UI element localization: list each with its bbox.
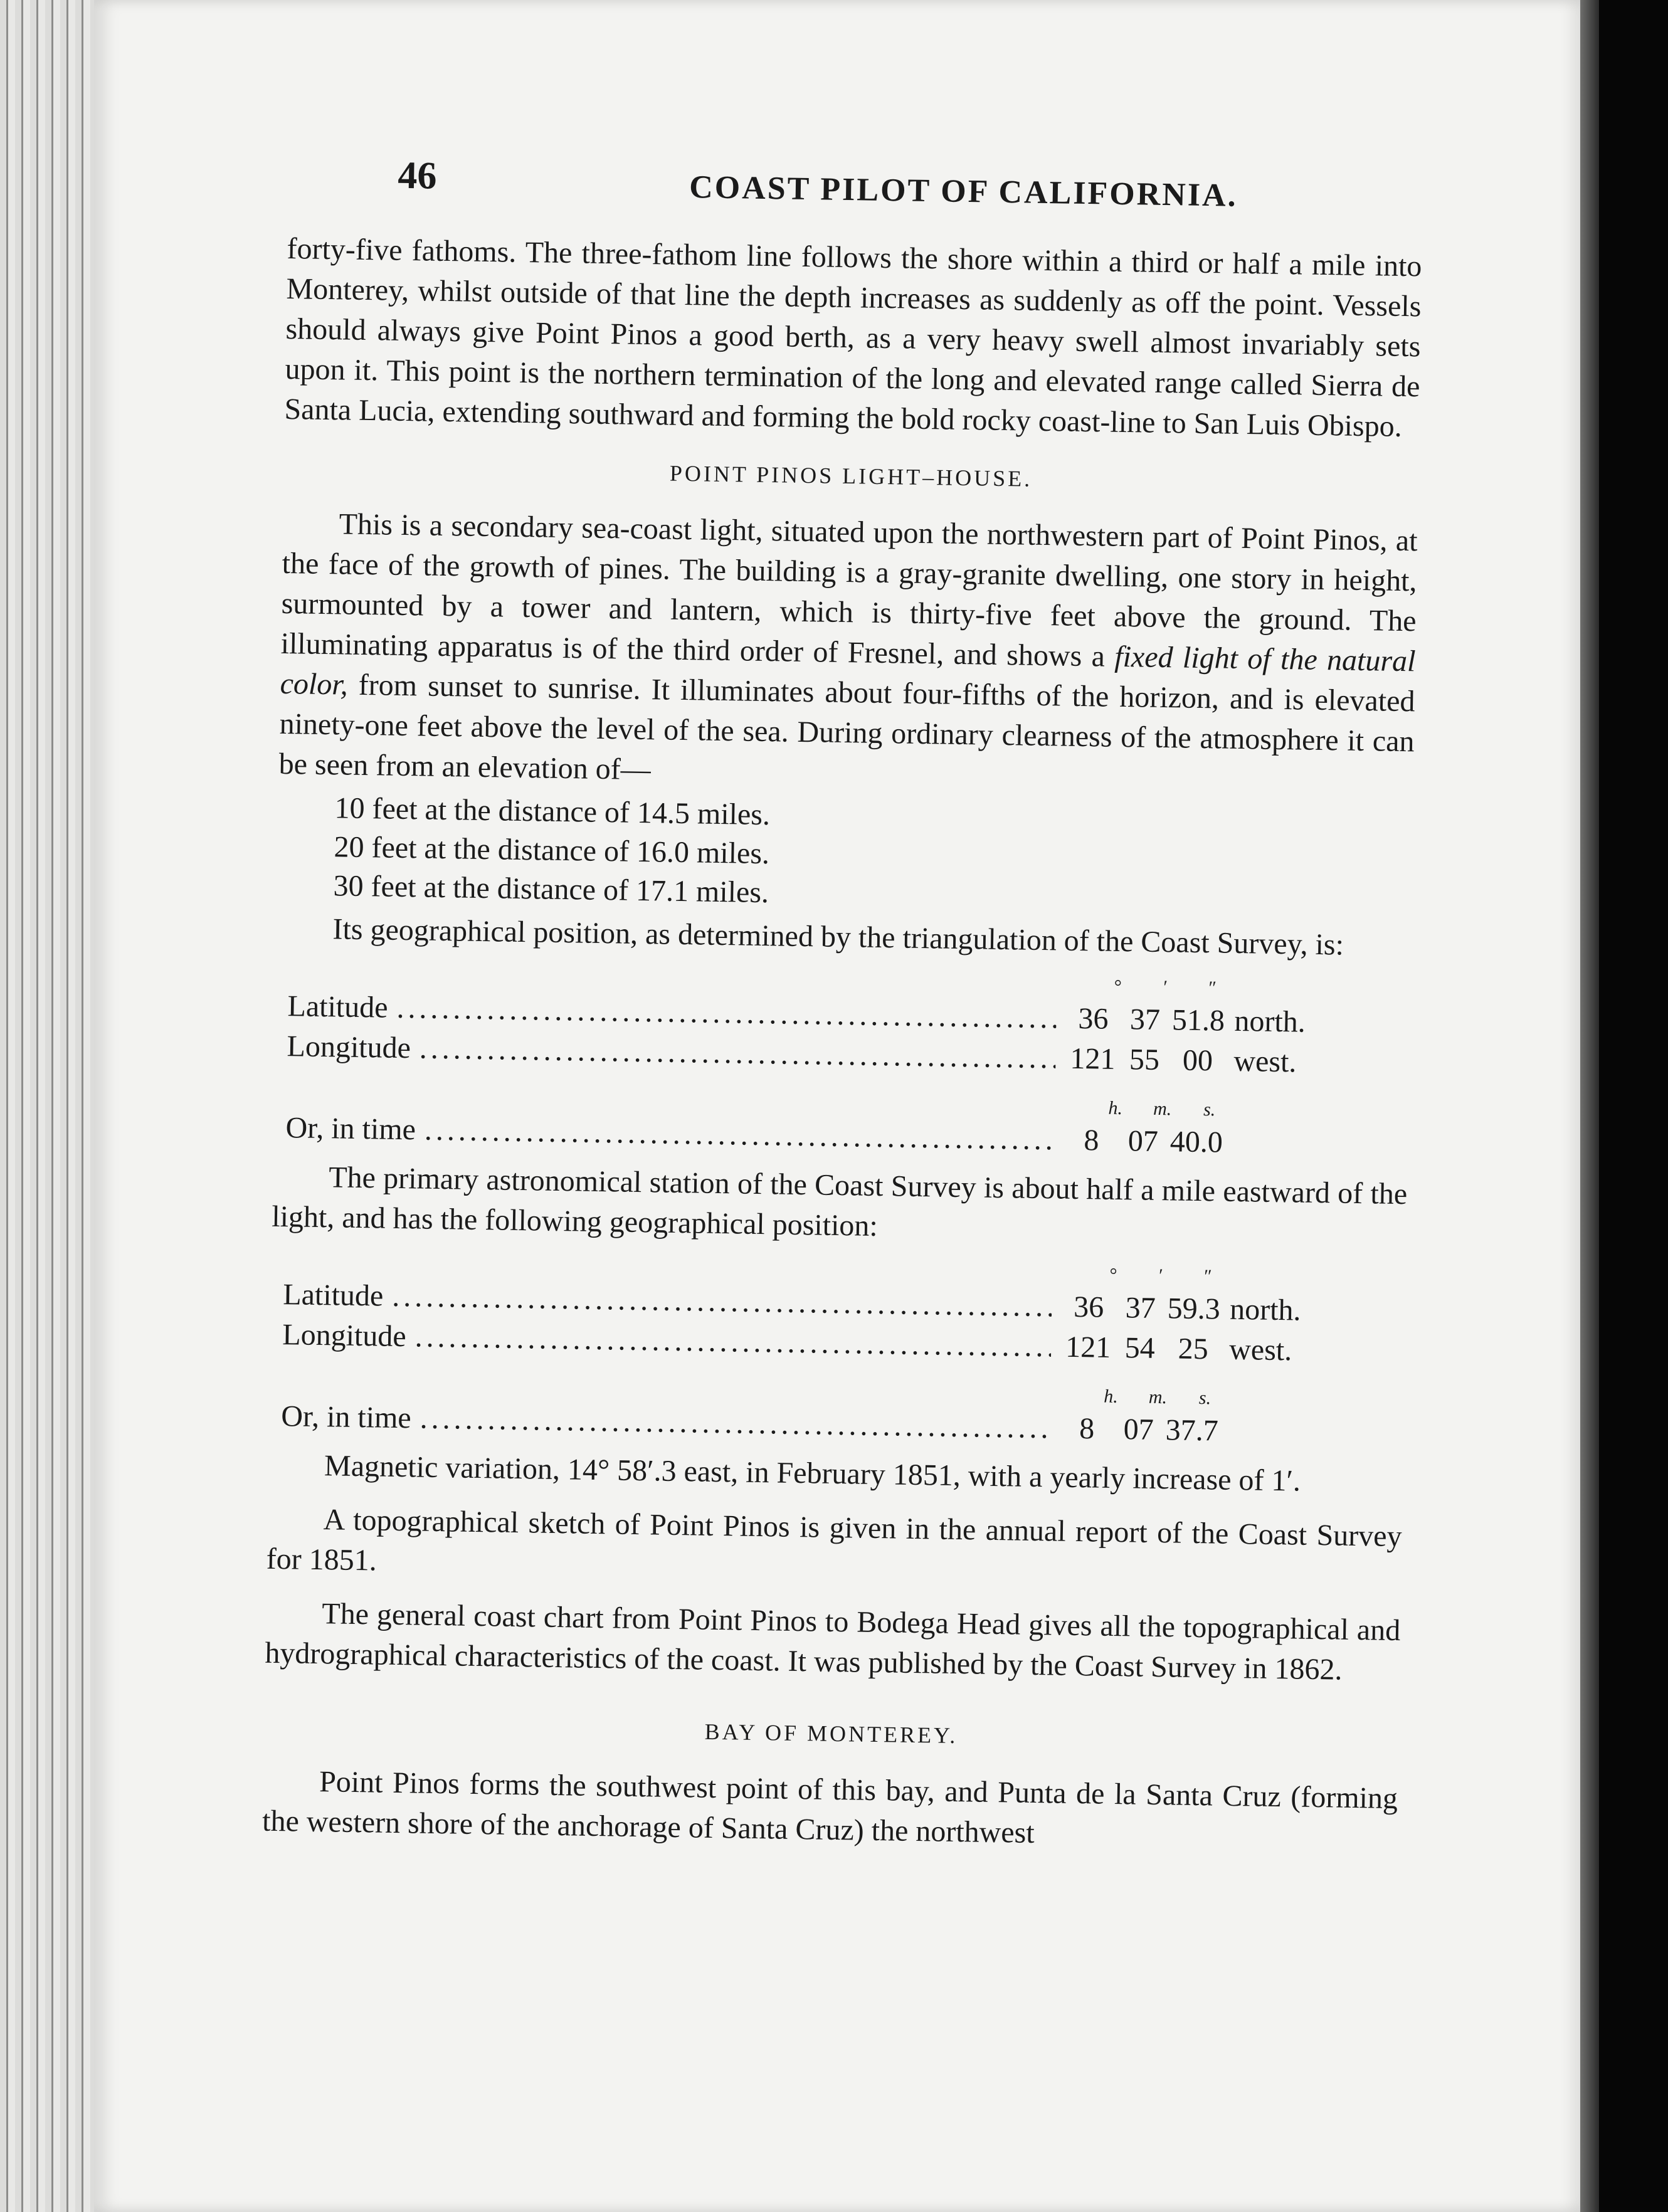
paragraph-astronomical-station: The primary astronomical station of the Coast Survey is about half a mile eastward of the light, and has the following geographical position: — [271, 1161, 1408, 1243]
sec-unit: s. — [1198, 1388, 1211, 1409]
second-unit: ″ — [1203, 1266, 1211, 1287]
section-heading-light-house: POINT PINOS LIGHT–HOUSE. — [669, 460, 1033, 492]
visibility-distances — [333, 789, 1413, 922]
degree-unit: ° — [1109, 1264, 1117, 1285]
sec-unit: s. — [1203, 1099, 1216, 1120]
page-number: 46 — [397, 154, 438, 198]
page-content — [262, 154, 1423, 1859]
paragraph-coast-chart: The general coast chart from Point Pinos to Bodega Head gives all the topographical and hydrographical characteristics of the coast. It was published by the Coast Survey in 1862. — [265, 1597, 1401, 1687]
latitude-direction: north. — [1229, 1292, 1301, 1327]
paragraph-bay-description: Point Pinos forms the southwest point of this bay, and Punta de la Santa Cruz (forming the western shore of the anchorage of Santa Cruz) the northwest — [261, 1765, 1398, 1850]
min-unit: m. — [1153, 1098, 1172, 1120]
position-table-light — [285, 961, 1329, 1164]
longitude-seconds: 00 — [1182, 1043, 1213, 1078]
latitude-minutes: 37 — [1125, 1291, 1156, 1325]
latitude-direction: north. — [1234, 1004, 1306, 1039]
latitude-seconds: 51.8 — [1171, 1003, 1225, 1038]
paragraph-magnetic-variation: Magnetic variation, 14° 58′.3 east, in February 1851, with a yearly increase of 1′. — [324, 1449, 1301, 1498]
min-unit: m. — [1148, 1386, 1168, 1408]
paragraph-topographical-sketch: A topographical sketch of Point Pinos is given in the annual report of the Coast Survey for 1851. — [266, 1503, 1402, 1577]
second-unit: ″ — [1207, 977, 1216, 999]
time-hours: 8 — [1079, 1412, 1095, 1446]
longitude-minutes: 55 — [1129, 1043, 1160, 1077]
minute-unit: ′ — [1162, 977, 1167, 998]
hour-unit: h. — [1104, 1386, 1119, 1408]
longitude-direction: west. — [1228, 1332, 1292, 1367]
longitude-seconds: 25 — [1178, 1332, 1209, 1366]
paragraph-position-intro: Its geographical position, as determined by the triangulation of the Coast Survey, is: — [332, 912, 1344, 962]
longitude-degrees: 121 — [1070, 1041, 1116, 1076]
running-head: COAST PILOT OF CALIFORNIA. — [689, 169, 1238, 214]
longitude-minutes: 54 — [1124, 1331, 1156, 1365]
latitude-minutes: 37 — [1129, 1003, 1161, 1036]
latitude-degrees: 36 — [1078, 1001, 1109, 1036]
degree-unit: ° — [1113, 976, 1122, 998]
time-minutes: 07 — [1127, 1124, 1159, 1158]
hour-unit: h. — [1108, 1097, 1123, 1119]
minute-unit: ′ — [1158, 1265, 1163, 1287]
latitude-seconds: 59.3 — [1167, 1292, 1221, 1326]
coord-label: Or, in time — [280, 1399, 412, 1435]
light-description-text-end: from sunset to sunrise. It illuminates about four-fifths of the horizon, and is elevated ninety-one feet above the level of the sea. During ordinary clearness of the atmosphere it can be seen from an elevation of— — [278, 668, 1415, 787]
time-seconds: 37.7 — [1165, 1413, 1219, 1448]
distance-line: 30 feet at the distance of 17.1 miles. — [333, 869, 769, 910]
distance-line: 10 feet at the distance of 14.5 miles. — [334, 791, 771, 832]
longitude-direction: west. — [1233, 1044, 1297, 1079]
distance-line: 20 feet at the distance of 16.0 miles. — [334, 830, 770, 871]
coord-label: Longitude — [287, 1030, 411, 1065]
time-hours: 8 — [1084, 1124, 1099, 1157]
coord-label: Longitude — [282, 1318, 407, 1354]
light-description-text: This is a secondary sea-coast light, situated upon the northwestern part of Point Pinos, at the face of the growth of pines. The building is a gray-granite dwelling, one story in height, surmounted by a tower and lantern, which is thirty-five feet above the ground. The illuminating apparatus is of the third order of Fresnel, and shows a — [280, 507, 1418, 673]
book-page-edges — [0, 0, 94, 2212]
light-description-italic: fixed light of the natural color, — [280, 640, 1416, 702]
paragraph-continuation: forty-five fathoms. The three-fathom line follows the shore within a third or half a mile into Monterey, whilst outside of that line the depth increases as suddenly as off the point. Vessels should always give Point Pinos a good berth, as a very heavy swell almost invariably sets upon it. This point is the northern termination of the long and elevated range called Sierra de Santa Lucia, extending southward and forming the bold rocky coast-line to San Luis Obispo. — [284, 231, 1422, 443]
time-minutes: 07 — [1123, 1413, 1154, 1446]
latitude-degrees: 36 — [1073, 1290, 1104, 1324]
position-table-station — [281, 1250, 1324, 1453]
section-heading-bay-of-monterey: BAY OF MONTEREY. — [704, 1719, 958, 1749]
scan-background — [1599, 0, 1668, 2212]
longitude-degrees: 121 — [1065, 1330, 1111, 1364]
paragraph-light-description — [278, 503, 1418, 802]
coord-label: Latitude — [287, 989, 388, 1024]
coord-label: Latitude — [283, 1278, 384, 1313]
coord-label: Or, in time — [285, 1111, 416, 1147]
time-seconds: 40.0 — [1169, 1125, 1223, 1159]
book-gutter — [1580, 0, 1599, 2212]
